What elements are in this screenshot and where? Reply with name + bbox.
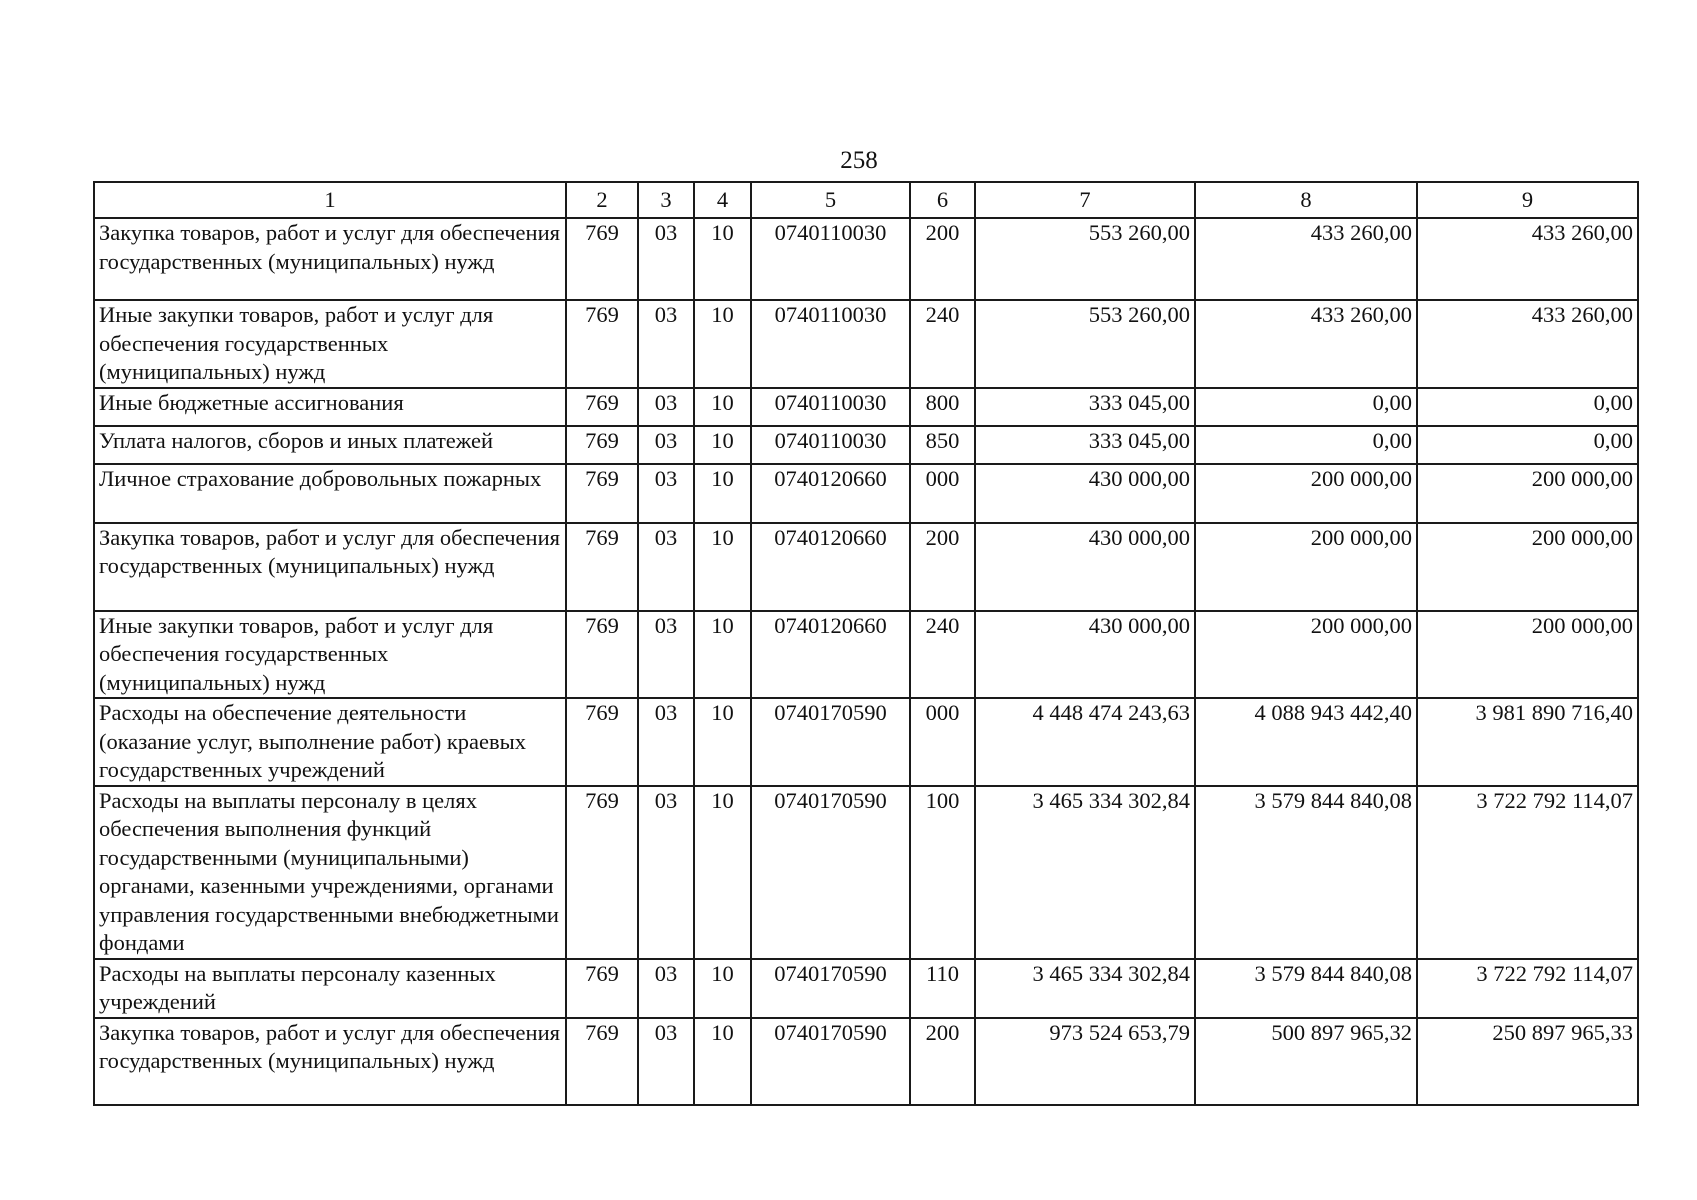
expense-type-code: 000 [910,698,975,786]
expense-name: Расходы на выплаты персоналу в целях обеспечения выполнения функций государственными (муниципальными) органами, казенными учреждениями, органами управления государственными внебюджетными фондами [94,786,566,959]
amount-col9: 3 981 890 716,40 [1417,698,1638,786]
expense-type-code: 110 [910,959,975,1018]
subsection-code: 10 [694,959,751,1018]
section-code: 03 [638,426,694,464]
subsection-code: 10 [694,218,751,300]
ministry-code: 769 [566,218,638,300]
section-code: 03 [638,786,694,959]
amount-col7: 4 448 474 243,63 [975,698,1195,786]
section-code: 03 [638,300,694,388]
section-code: 03 [638,1018,694,1105]
amount-col9: 0,00 [1417,388,1638,426]
table-row [94,426,1638,464]
amount-col8: 200 000,00 [1195,523,1417,611]
target-article-code: 0740170590 [751,786,910,959]
amount-col9: 3 722 792 114,07 [1417,786,1638,959]
ministry-code: 769 [566,959,638,1018]
subsection-code: 10 [694,300,751,388]
ministry-code: 769 [566,388,638,426]
ministry-code: 769 [566,1018,638,1105]
subsection-code: 10 [694,523,751,611]
target-article-code: 0740110030 [751,218,910,300]
expense-name: Закупка товаров, работ и услуг для обеспечения государственных (муниципальных) нужд [94,523,566,611]
expense-type-code: 800 [910,388,975,426]
amount-col7: 553 260,00 [975,218,1195,300]
subsection-code: 10 [694,1018,751,1105]
amount-col9: 200 000,00 [1417,523,1638,611]
expense-name: Расходы на обеспечение деятельности (оказание услуг, выполнение работ) краевых государственных учреждений [94,698,566,786]
expense-type-code: 100 [910,786,975,959]
column-header: 3 [638,182,694,218]
table-header [94,182,1638,218]
section-code: 03 [638,464,694,523]
amount-col8: 3 579 844 840,08 [1195,959,1417,1018]
amount-col8: 0,00 [1195,388,1417,426]
expense-name: Закупка товаров, работ и услуг для обеспечения государственных (муниципальных) нужд [94,1018,566,1105]
table-row [94,218,1638,300]
column-header: 4 [694,182,751,218]
ministry-code: 769 [566,426,638,464]
target-article-code: 0740170590 [751,698,910,786]
section-code: 03 [638,611,694,699]
amount-col8: 200 000,00 [1195,464,1417,523]
amount-col8: 500 897 965,32 [1195,1018,1417,1105]
amount-col8: 4 088 943 442,40 [1195,698,1417,786]
amount-col7: 333 045,00 [975,426,1195,464]
amount-col8: 3 579 844 840,08 [1195,786,1417,959]
expense-name: Закупка товаров, работ и услуг для обеспечения государственных (муниципальных) нужд [94,218,566,300]
ministry-code: 769 [566,464,638,523]
table-body [94,218,1638,1105]
subsection-code: 10 [694,698,751,786]
expense-name: Расходы на выплаты персоналу казенных учреждений [94,959,566,1018]
subsection-code: 10 [694,611,751,699]
table-row [94,464,1638,523]
table-row [94,611,1638,699]
target-article-code: 0740120660 [751,523,910,611]
column-header: 8 [1195,182,1417,218]
expense-name: Личное страхование добровольных пожарных [94,464,566,523]
amount-col9: 200 000,00 [1417,611,1638,699]
amount-col7: 430 000,00 [975,464,1195,523]
expense-type-code: 200 [910,523,975,611]
expense-type-code: 000 [910,464,975,523]
amount-col7: 3 465 334 302,84 [975,959,1195,1018]
column-header: 6 [910,182,975,218]
amount-col9: 433 260,00 [1417,218,1638,300]
target-article-code: 0740170590 [751,959,910,1018]
amount-col9: 3 722 792 114,07 [1417,959,1638,1018]
amount-col8: 433 260,00 [1195,218,1417,300]
ministry-code: 769 [566,786,638,959]
column-number-row [94,182,1638,218]
expense-type-code: 240 [910,611,975,699]
amount-col7: 333 045,00 [975,388,1195,426]
expense-name: Уплата налогов, сборов и иных платежей [94,426,566,464]
amount-col9: 433 260,00 [1417,300,1638,388]
amount-col7: 973 524 653,79 [975,1018,1195,1105]
amount-col8: 433 260,00 [1195,300,1417,388]
column-header: 5 [751,182,910,218]
amount-col7: 430 000,00 [975,523,1195,611]
table-row [94,388,1638,426]
amount-col7: 3 465 334 302,84 [975,786,1195,959]
expense-type-code: 200 [910,1018,975,1105]
column-header: 9 [1417,182,1638,218]
page-number: 258 [840,147,878,174]
subsection-code: 10 [694,426,751,464]
expense-name: Иные закупки товаров, работ и услуг для обеспечения государственных (муниципальных) нужд [94,300,566,388]
ministry-code: 769 [566,300,638,388]
amount-col7: 430 000,00 [975,611,1195,699]
subsection-code: 10 [694,786,751,959]
budget-table [93,181,1639,1106]
section-code: 03 [638,218,694,300]
section-code: 03 [638,959,694,1018]
target-article-code: 0740110030 [751,388,910,426]
amount-col9: 0,00 [1417,426,1638,464]
table-row [94,698,1638,786]
expense-name: Иные бюджетные ассигнования [94,388,566,426]
expense-type-code: 240 [910,300,975,388]
expense-name: Иные закупки товаров, работ и услуг для обеспечения государственных (муниципальных) нужд [94,611,566,699]
expense-type-code: 200 [910,218,975,300]
section-code: 03 [638,698,694,786]
target-article-code: 0740120660 [751,464,910,523]
table-row [94,959,1638,1018]
subsection-code: 10 [694,388,751,426]
target-article-code: 0740110030 [751,300,910,388]
amount-col7: 553 260,00 [975,300,1195,388]
table-row [94,523,1638,611]
amount-col8: 200 000,00 [1195,611,1417,699]
ministry-code: 769 [566,523,638,611]
table-row [94,786,1638,959]
amount-col9: 200 000,00 [1417,464,1638,523]
target-article-code: 0740170590 [751,1018,910,1105]
section-code: 03 [638,523,694,611]
column-header: 1 [94,182,566,218]
column-header: 7 [975,182,1195,218]
expense-type-code: 850 [910,426,975,464]
target-article-code: 0740110030 [751,426,910,464]
subsection-code: 10 [694,464,751,523]
column-header: 2 [566,182,638,218]
ministry-code: 769 [566,611,638,699]
table-row [94,300,1638,388]
ministry-code: 769 [566,698,638,786]
amount-col8: 0,00 [1195,426,1417,464]
table-row [94,1018,1638,1105]
amount-col9: 250 897 965,33 [1417,1018,1638,1105]
target-article-code: 0740120660 [751,611,910,699]
section-code: 03 [638,388,694,426]
